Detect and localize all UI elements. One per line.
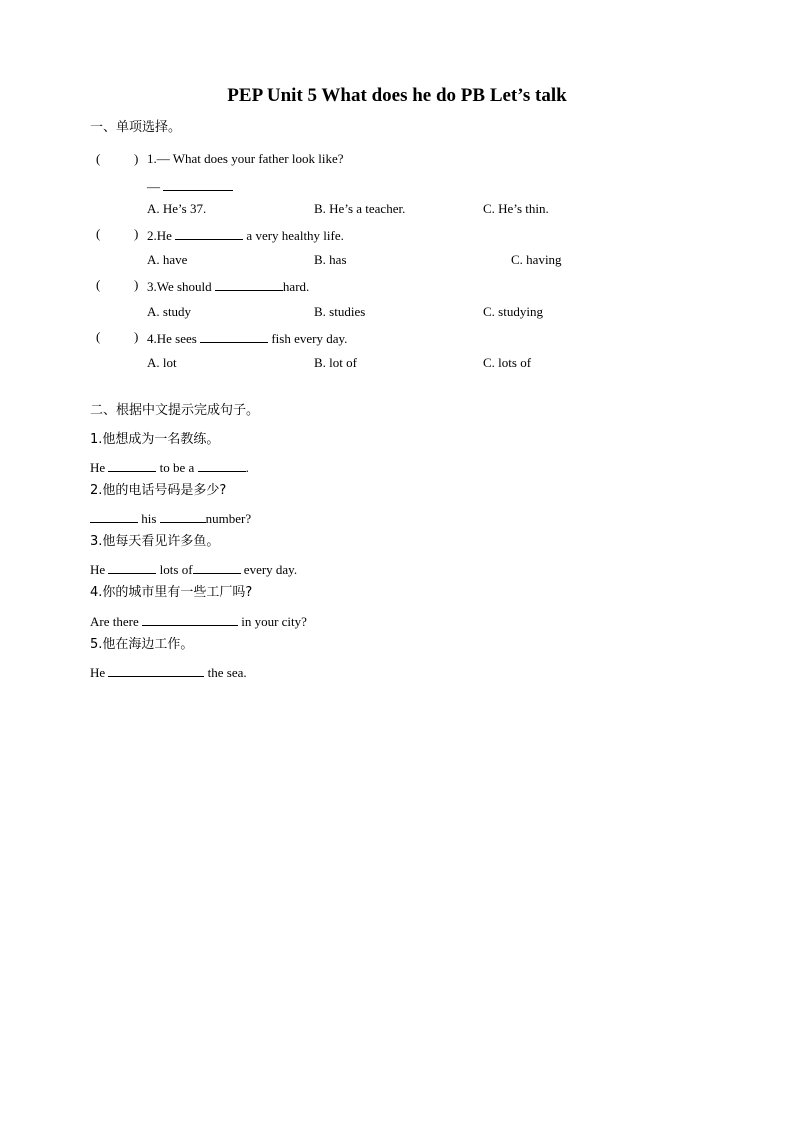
answer-paren-open: ( bbox=[96, 226, 101, 241]
question-3-stem bbox=[147, 277, 309, 295]
question-4-option-c: C. lots of bbox=[483, 355, 532, 370]
question-1-stem: 1.— What does your father look like? bbox=[147, 151, 344, 166]
answer-blank[interactable] bbox=[90, 509, 138, 523]
question-2-option-c: C. having bbox=[511, 252, 562, 267]
question-2-option-b: B. has bbox=[314, 252, 347, 267]
sentence-4-chinese: 4.你的城市里有一些工厂吗? bbox=[90, 585, 253, 600]
question-1-option-a: A. He’s 37. bbox=[147, 201, 207, 216]
answer-paren-open: ( bbox=[96, 329, 101, 344]
sentence-5-end: the sea. bbox=[207, 665, 247, 680]
sentence-5-chinese: 5.他在海边工作。 bbox=[90, 637, 194, 652]
answer-blank[interactable] bbox=[108, 458, 156, 472]
answer-paren-close: ) bbox=[134, 226, 139, 241]
sentence-5-english bbox=[90, 663, 247, 681]
question-2-stem-end: a very healthy life. bbox=[246, 228, 344, 243]
sentence-3-word: lots of bbox=[159, 562, 193, 577]
question-4-option-a: A. lot bbox=[147, 355, 177, 370]
answer-blank[interactable] bbox=[200, 329, 268, 343]
sentence-1-english bbox=[90, 458, 249, 476]
answer-blank[interactable] bbox=[108, 663, 204, 677]
question-2-stem bbox=[147, 226, 344, 244]
sentence-5-word: He bbox=[90, 665, 106, 680]
sentence-4-word: Are there bbox=[90, 614, 139, 629]
sentence-3-chinese: 3.他每天看见许多鱼。 bbox=[90, 534, 220, 549]
sentence-1-end: . bbox=[245, 460, 249, 475]
section-1-heading: 一、单项选择。 bbox=[90, 120, 182, 135]
answer-blank[interactable] bbox=[198, 458, 246, 472]
question-4-stem-start: 4.He sees bbox=[147, 331, 197, 346]
sentence-4-end: in your city? bbox=[241, 614, 307, 629]
question-2-stem-start: 2.He bbox=[147, 228, 172, 243]
sentence-3-word: He bbox=[90, 562, 106, 577]
question-2-option-a: A. have bbox=[147, 252, 188, 267]
sentence-1-word: He bbox=[90, 460, 106, 475]
answer-dash: — bbox=[147, 179, 160, 194]
sentence-2-english bbox=[90, 509, 251, 527]
sentence-1-word: to be a bbox=[159, 460, 195, 475]
sentence-3-english bbox=[90, 560, 297, 578]
question-4-stem bbox=[147, 329, 347, 347]
question-3-stem-start: 3.We should bbox=[147, 279, 212, 294]
question-1-answer-line bbox=[147, 177, 233, 195]
answer-paren-close: ) bbox=[134, 277, 139, 292]
question-1-option-b: B. He’s a teacher. bbox=[314, 201, 406, 216]
answer-paren-close: ) bbox=[134, 151, 139, 166]
sentence-2-chinese: 2.他的电话号码是多少? bbox=[90, 483, 227, 498]
answer-blank[interactable] bbox=[175, 226, 243, 240]
question-3-option-b: B. studies bbox=[314, 304, 366, 319]
answer-blank[interactable] bbox=[163, 177, 233, 191]
question-1-option-c: C. He’s thin. bbox=[483, 201, 549, 216]
answer-blank[interactable] bbox=[142, 612, 238, 626]
answer-blank[interactable] bbox=[215, 277, 283, 291]
answer-paren-close: ) bbox=[134, 329, 139, 344]
sentence-4-english bbox=[90, 612, 307, 630]
sentence-1-chinese: 1.他想成为一名教练。 bbox=[90, 432, 220, 447]
sentence-2-end: number? bbox=[205, 511, 252, 526]
answer-blank[interactable] bbox=[108, 560, 156, 574]
answer-blank[interactable] bbox=[160, 509, 206, 523]
question-4-stem-end: fish every day. bbox=[271, 331, 348, 346]
page-title: PEP Unit 5 What does he do PB Let’s talk bbox=[227, 85, 567, 106]
answer-blank[interactable] bbox=[193, 560, 241, 574]
answer-paren-open: ( bbox=[96, 151, 101, 166]
sentence-3-end: every day. bbox=[243, 562, 298, 577]
sentence-2-word: his bbox=[141, 511, 157, 526]
question-3-option-a: A. study bbox=[147, 304, 192, 319]
question-4-option-b: B. lot of bbox=[314, 355, 357, 370]
question-3-stem-end: hard. bbox=[282, 279, 310, 294]
question-3-option-c: C. studying bbox=[483, 304, 543, 319]
answer-paren-open: ( bbox=[96, 277, 101, 292]
section-2-heading: 二、根据中文提示完成句子。 bbox=[90, 403, 260, 418]
